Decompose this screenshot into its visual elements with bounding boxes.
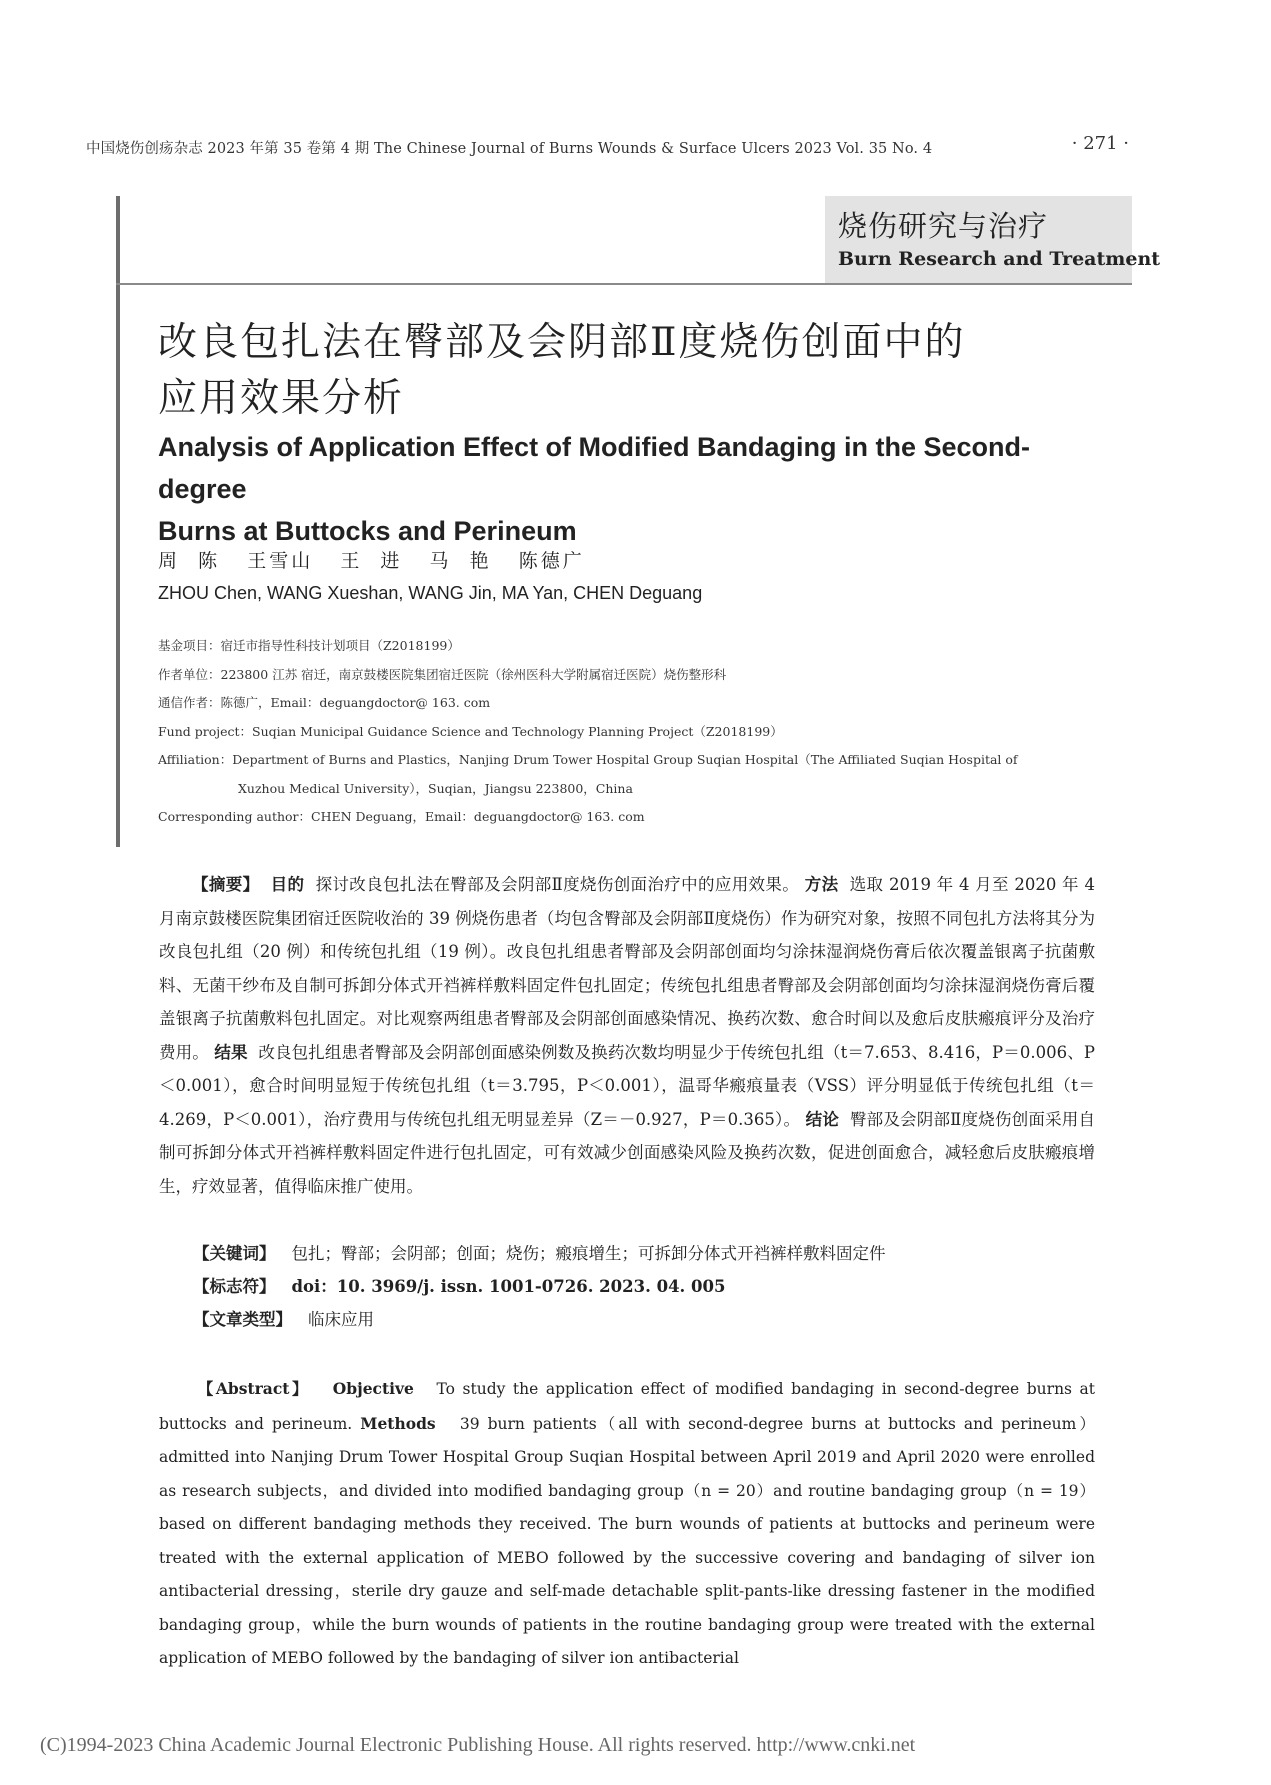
left-margin-rule	[116, 196, 120, 847]
keywords-block	[193, 1237, 1093, 1336]
article-type-label: 【文章类型】	[193, 1310, 292, 1329]
abstract-en	[159, 1372, 1095, 1676]
doi-label: 【标志符】	[193, 1277, 276, 1296]
keywords-value: 包扎；臀部；会阴部；创面；烧伤；瘢痕增生；可拆卸分体式开裆裤样敷料固定件	[291, 1244, 886, 1263]
affiliation-cn: 作者单位：223800 江苏 宿迁，南京鼓楼医院集团宿迁医院（徐州医科大学附属宿迁医院）烧伤整形科	[158, 666, 727, 682]
article-title-cn	[158, 315, 1118, 427]
article-title-cn-line1: 改良包扎法在臀部及会阴部Ⅱ度烧伤创面中的	[158, 320, 966, 365]
keywords-label: 【关键词】	[193, 1244, 276, 1263]
header-rule	[116, 283, 1132, 285]
page-number: · 271 ·	[1071, 133, 1129, 154]
fund-cn: 基金项目：宿迁市指导性科技计划项目（Z2018199）	[158, 638, 460, 653]
objective-text-en: To study the application effect of modified bandaging in second-degree burns at buttocks and perineum.	[159, 1380, 1096, 1433]
keywords-row	[193, 1237, 1093, 1270]
objective-label-en: Objective	[332, 1379, 414, 1398]
section-title-cn: 烧伤研究与治疗	[838, 209, 1049, 243]
objective-label-cn: 目的	[270, 875, 305, 894]
article-title-en-line1: Analysis of Application Effect of Modified Bandaging in the Second-degree	[158, 432, 1031, 504]
authors-en: ZHOU Chen, WANG Xueshan, WANG Jin, MA Yan, CHEN Deguang	[158, 583, 703, 603]
affiliation-en-line1: Affiliation：Department of Burns and Plastics，Nanjing Drum Tower Hospital Group Suqian Hospital（The Affiliated Suqian Hospital of	[158, 752, 1018, 767]
corresponding-en: Corresponding author：CHEN Deguang，Email：deguangdoctor@ 163. com	[158, 809, 645, 824]
corresponding-cn: 通信作者：陈德广，Email：deguangdoctor@ 163. com	[158, 695, 491, 710]
methods-text-en: 39 burn patients（all with second-degree burns at buttocks and perineum）admitted into Nanjing Drum Tower Hospital Group Suqian Hospital between April 2019 and April 2020 were enrolled as research subjects，and divided into modified bandaging group（n = 20）and routine bandaging group（n = 19） based on different bandaging methods they received. The burn wounds of patients at buttocks and perineum were treated with the external application of MEBO followed by the successive covering and bandaging of silver ion antibacterial dressing，sterile dry gauze and self-made detachable split-pants-like dressing fastener in the modified bandaging group，while the burn wounds of patients in the routine bandaging group were treated with the external application of MEBO followed by the bandaging of silver ion antibacterial	[159, 1414, 1095, 1667]
fund-en: Fund project：Suqian Municipal Guidance Science and Technology Planning Project（Z2018199）	[158, 723, 783, 739]
running-head: 中国烧伤创疡杂志 2023 年第 35 卷第 4 期 The Chinese Journal of Burns Wounds & Surface Ulcers 2023 Vol. 35 No. 4	[86, 141, 933, 157]
article-title-en	[158, 426, 1118, 552]
abstract-en-label: 【Abstract】	[197, 1379, 311, 1398]
copyright-footer: (C)1994-2023 China Academic Journal Electronic Publishing House. All rights reserved. http://www.cnki.net	[40, 1734, 916, 1756]
article-meta	[158, 632, 1098, 832]
article-type-row	[193, 1303, 1093, 1336]
affiliation-en-line2: Xuzhou Medical University），Suqian，Jiangsu 223800，China	[238, 780, 633, 796]
conclusion-label-cn: 结论	[805, 1109, 840, 1129]
results-text-cn: 改良包扎组患者臀部及会阴部创面感染例数及换药次数均明显少于传统包扎组（t＝7.653、8.416，P＝0.006、P＜0.001），愈合时间明显短于传统包扎组（t＝3.795，P＜0.001），温哥华瘢痕量表（VSS）评分明显低于传统包扎组（t＝4.269，P＜0.001），治疗费用与传统包扎组无明显差异（Z＝－0.927，P＝0.365）。	[159, 1042, 1096, 1129]
article-type-value: 临床应用	[308, 1310, 374, 1329]
section-title-en: Burn Research and Treatment	[838, 248, 1161, 270]
objective-text-cn: 探讨改良包扎法在臀部及会阴部Ⅱ度烧伤创面治疗中的应用效果。	[315, 875, 800, 894]
article-title-cn-line2: 应用效果分析	[158, 376, 405, 421]
abstract-cn-label: 【摘要】	[192, 875, 260, 894]
methods-label-en: Methods	[360, 1413, 436, 1433]
conclusion-text-cn: 臀部及会阴部Ⅱ度烧伤创面采用自制可拆卸分体式开裆裤样敷料固定件进行包扎固定，可有效减少创面感染风险及换药次数，促进创面愈合，减轻愈后皮肤瘢痕增生，疗效显著，值得临床推广使用。	[159, 1109, 1095, 1196]
doi-value: doi：10. 3969/j. issn. 1001-0726. 2023. 04. 005	[291, 1277, 726, 1296]
doi-row	[193, 1270, 1093, 1303]
methods-label-cn: 方法	[804, 875, 839, 894]
methods-text-cn: 选取 2019 年 4 月至 2020 年 4 月南京鼓楼医院集团宿迁医院收治的 39 例烧伤患者（均包含臀部及会阴部Ⅱ度烧伤）作为研究对象，按照不同包扎方法将其分为改良包扎组（20 例）和传统包扎组（19 例）。改良包扎组患者臀部及会阴部创面均匀涂抹湿润烧伤膏后依次覆盖银离子抗菌敷料、无菌干纱布及自制可拆卸分体式开裆裤样敷料固定件包扎固定；传统包扎组患者臀部及会阴部创面均匀涂抹湿润烧伤膏后覆盖银离子抗菌敷料包扎固定。对比观察两组患者臀部及会阴部创面感染情况、换药次数、愈合时间以及愈后皮肤瘢痕评分及治疗费用。	[159, 875, 1095, 1062]
results-label-cn: 结果	[214, 1042, 248, 1062]
abstract-cn	[159, 868, 1095, 1203]
article-title-en-line2: Burns at Buttocks and Perineum	[158, 516, 577, 546]
authors-cn: 周 陈 王雪山 王 进 马 艳 陈德广	[158, 550, 585, 572]
